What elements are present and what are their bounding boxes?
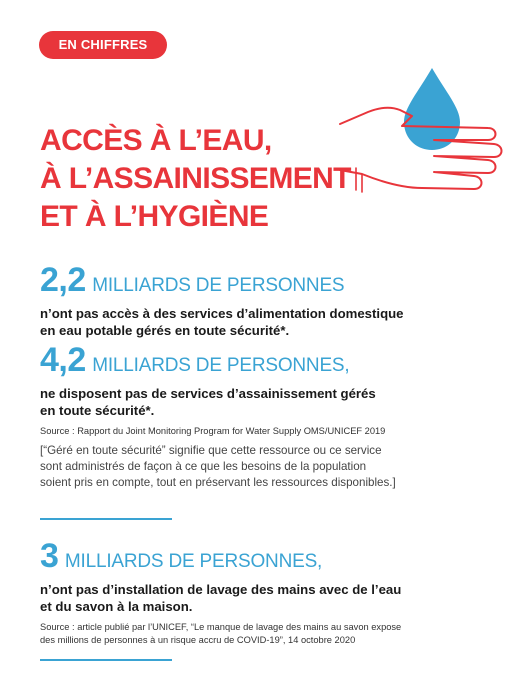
hand-water-drop-illustration (338, 64, 510, 196)
note-line: [“Géré en toute sécurité” signifie que cette ressource ou ce service (40, 444, 382, 457)
stat-description-line: en toute sécurité*. (40, 403, 155, 418)
stat-block-3 (40, 538, 401, 647)
page-title (40, 122, 351, 236)
stat-number: 4,2 (40, 341, 86, 379)
divider-rule (40, 518, 172, 520)
stat-unit: MILLIARDS DE PERSONNES, (92, 355, 350, 376)
stat-description-line: en eau potable gérés en toute sécurité*. (40, 323, 290, 338)
section-badge: EN CHIFFRES (39, 31, 167, 59)
stat-number: 3 (40, 537, 59, 575)
stat-source-line: des millions de personnes à un risque accru de COVID-19”, 14 octobre 2020 (40, 635, 356, 645)
stat-description-line: n’ont pas accès à des services d’alimentation domestique (40, 306, 404, 321)
stat-description (40, 305, 404, 339)
stat-unit: MILLIARDS DE PERSONNES, (64, 551, 323, 572)
note-line: sont administrés de façon à ce que les besoins de la population (40, 460, 367, 473)
stat-unit: MILLIARDS DE PERSONNES (92, 275, 345, 296)
stat-block-1 (40, 262, 404, 339)
water-drop-icon (404, 68, 460, 150)
stat-source (40, 621, 401, 647)
stat-number: 2,2 (40, 261, 86, 299)
stat-headline (40, 262, 404, 305)
stat-block-2 (40, 342, 385, 438)
stat-source-line: Source : Rapport du Joint Monitoring Program for Water Supply OMS/UNICEF 2019 (40, 426, 386, 436)
stat-source-line: Source : article publié par l’UNICEF, “Le manque de lavage des mains au savon expose (40, 622, 402, 632)
stat-headline (40, 342, 385, 385)
stat-description (40, 581, 401, 615)
note-line: soient pris en compte, tout en préservant les ressources disponibles.] (40, 476, 396, 489)
stat-headline (40, 538, 401, 581)
stat-description-line: n’ont pas d’installation de lavage des mains avec de l’eau (40, 582, 402, 597)
stat-description-line: ne disposent pas de services d’assainissement gérés (40, 386, 376, 401)
title-line-2: À L’ASSAINISSEMENT (40, 162, 351, 195)
title-line-3: ET À L’HYGIÈNE (40, 200, 269, 233)
stat-source (40, 425, 385, 438)
definition-note (40, 443, 500, 491)
divider-rule (40, 659, 172, 661)
stat-description (40, 385, 385, 419)
stat-description-line: et du savon à la maison. (40, 599, 193, 614)
title-line-1: ACCÈS À L’EAU, (40, 124, 272, 157)
